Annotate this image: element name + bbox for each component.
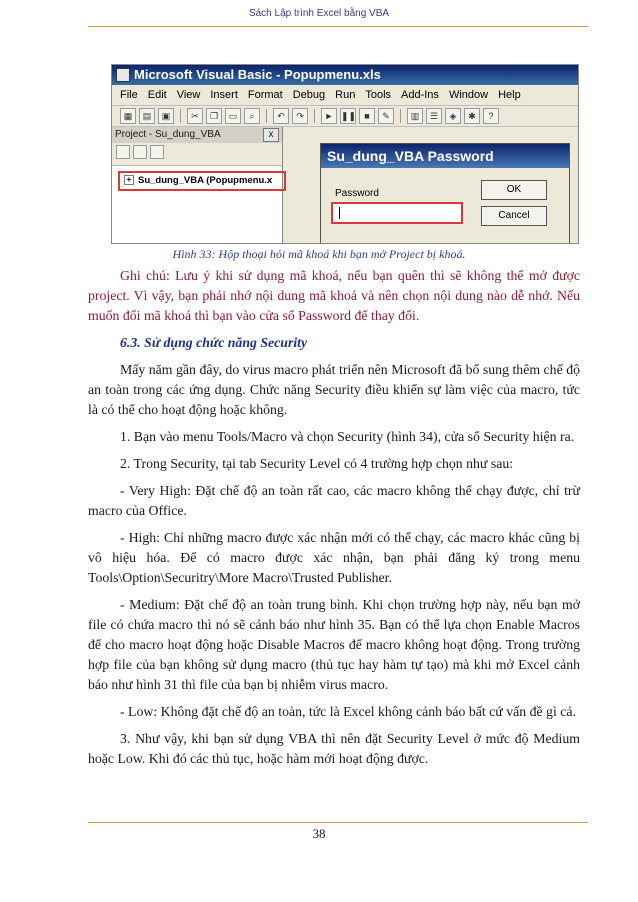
insert-module-icon[interactable]: ▤ xyxy=(139,108,155,124)
project-node-label: Su_dung_VBA (Popupmenu.x xyxy=(138,175,273,186)
menu-edit[interactable]: Edit xyxy=(147,89,167,101)
object-browser-icon[interactable]: ◈ xyxy=(445,108,461,124)
password-input[interactable] xyxy=(331,202,463,224)
vb-window-titlebar xyxy=(112,65,578,85)
password-dialog xyxy=(320,143,570,244)
expand-icon[interactable]: + xyxy=(124,175,134,185)
body-paragraph: - Low: Không đặt chế độ an toàn, tức là Excel không cảnh báo bất cứ vấn đề gì cả. xyxy=(120,704,576,719)
body-paragraph: - High: Chỉ những macro được xác nhận mới có thể chạy, các macro khác cũng bị vô hiệu hóa. Để có macro được xác nhận, bạn phải đăng ký trong menu Tools\Option\Securitry\More Macro\Trusted Publisher. xyxy=(88,530,580,585)
pause-icon[interactable]: ❚❚ xyxy=(340,108,356,124)
redo-icon[interactable]: ↷ xyxy=(292,108,308,124)
menu-view[interactable]: View xyxy=(176,89,201,101)
copy-icon[interactable]: ❐ xyxy=(206,108,222,124)
toolbar-separator xyxy=(180,109,181,123)
paste-icon[interactable]: ▭ xyxy=(225,108,241,124)
close-icon[interactable]: x xyxy=(263,128,279,142)
body-paragraph: 1. Bạn vào menu Tools/Macro và chọn Security (hình 34), cửa sổ Security hiện ra. xyxy=(120,429,575,444)
vb-window-title: Microsoft Visual Basic - Popupmenu.xls xyxy=(134,67,381,82)
ok-button[interactable]: OK xyxy=(481,180,547,200)
body-paragraph: - Very High: Đặt chế độ an toàn rất cao, các macro không thể chạy được, chỉ trừ macro của Office. xyxy=(88,483,580,518)
project-tree-node[interactable] xyxy=(118,171,286,191)
stop-icon[interactable]: ■ xyxy=(359,108,375,124)
menu-add-ins[interactable]: Add-Ins xyxy=(401,89,439,101)
project-explorer-icon[interactable]: ▥ xyxy=(407,108,423,124)
properties-icon[interactable]: ☰ xyxy=(426,108,442,124)
body-paragraph: - Medium: Đặt chế độ an toàn trung bình. Khi chọn trường hợp này, nếu bạn mở file có chứa macro thì nó sẽ cảnh báo như hình 35. Bạn có thể lựa chọn Enable Macros để cho macro hoạt động hoặc Disable Macros để macro không hoạt động. Trong trường hợp file của bạn không sử dụng macro (thủ tục hay hàm tự tạo) mà khi mở Excel cảnh báo như hình 31 thì file của bạn bị nhiễm virus macro. xyxy=(88,597,580,692)
vb-toolbar xyxy=(112,106,578,127)
figure-caption: Hình 33: Hộp thoại hỏi mã khoá khi bạn mở Project bị khoá. xyxy=(172,247,466,261)
section-heading: 6.3. Sử dụng chức năng Security xyxy=(120,335,308,350)
find-icon[interactable]: ⌕ xyxy=(244,108,260,124)
toolbar-separator xyxy=(314,109,315,123)
menu-window[interactable]: Window xyxy=(448,89,489,101)
save-icon[interactable]: ▣ xyxy=(158,108,174,124)
menu-debug[interactable]: Debug xyxy=(292,89,326,101)
body-paragraph: 2. Trong Security, tại tab Security Level có 4 trường hợp chọn như sau: xyxy=(120,456,514,471)
view-object-icon[interactable] xyxy=(133,145,147,159)
body-text xyxy=(88,266,580,776)
run-icon[interactable]: ► xyxy=(321,108,337,124)
text-caret xyxy=(339,207,340,219)
help-icon[interactable]: ? xyxy=(483,108,499,124)
footer-rule xyxy=(88,822,588,823)
toolbar-separator xyxy=(266,109,267,123)
cancel-button[interactable]: Cancel xyxy=(481,206,547,226)
menu-help[interactable]: Help xyxy=(498,89,521,101)
cut-icon[interactable]: ✂ xyxy=(187,108,203,124)
vb-app-icon xyxy=(116,68,130,82)
excel-icon[interactable]: ▦ xyxy=(120,108,136,124)
toolbox-icon[interactable]: ✱ xyxy=(464,108,480,124)
menu-tools[interactable]: Tools xyxy=(365,89,392,101)
project-panel-titlebar xyxy=(112,127,282,143)
password-dialog-title: Su_dung_VBA Password xyxy=(321,144,569,168)
undo-icon[interactable]: ↶ xyxy=(273,108,289,124)
menu-insert[interactable]: Insert xyxy=(210,89,238,101)
project-panel-title: Project - Su_dung_VBA xyxy=(115,129,221,140)
page-number: 38 xyxy=(312,826,326,841)
header-rule xyxy=(88,26,588,27)
vba-screenshot-figure xyxy=(111,64,579,244)
menu-file[interactable]: File xyxy=(120,89,138,101)
body-paragraph: 3. Như vậy, khi bạn sử dụng VBA thì nên đặt Security Level ở mức độ Medium hoặc Low. Khi đó các thủ tục, hoặc hàm mới hoạt động được. xyxy=(88,731,580,766)
toolbar-separator xyxy=(400,109,401,123)
password-label: Password xyxy=(335,188,379,199)
project-panel-toolbar xyxy=(112,143,282,166)
note-paragraph: Ghi chú: Lưu ý khi sử dụng mã khoá, nếu bạn quên thì sẽ không thể mở được project. Vì vậy, bạn phải nhớ nội dung mã khoá và nên chọn nội dung nào dễ nhớ. Nếu muốn đổi mã khoá thì bạn vào cửa sổ Password để thay đổi. xyxy=(88,268,580,323)
running-header: Sách Lập trình Excel bằng VBA xyxy=(248,8,390,19)
view-code-icon[interactable] xyxy=(116,145,130,159)
design-mode-icon[interactable]: ✎ xyxy=(378,108,394,124)
menu-run[interactable]: Run xyxy=(335,89,356,101)
project-explorer-panel xyxy=(112,127,283,243)
menu-format[interactable]: Format xyxy=(247,89,283,101)
body-paragraph: Mấy năm gần đây, do virus macro phát triển nên Microsoft đã bổ sung thêm chế độ an toàn trong các ứng dụng. Chức năng Security điều khiển sự làm việc của macro, tức là có thể cho hoạt động hoặc không. xyxy=(88,362,580,417)
vb-menubar xyxy=(112,85,578,106)
toggle-folders-icon[interactable] xyxy=(150,145,164,159)
